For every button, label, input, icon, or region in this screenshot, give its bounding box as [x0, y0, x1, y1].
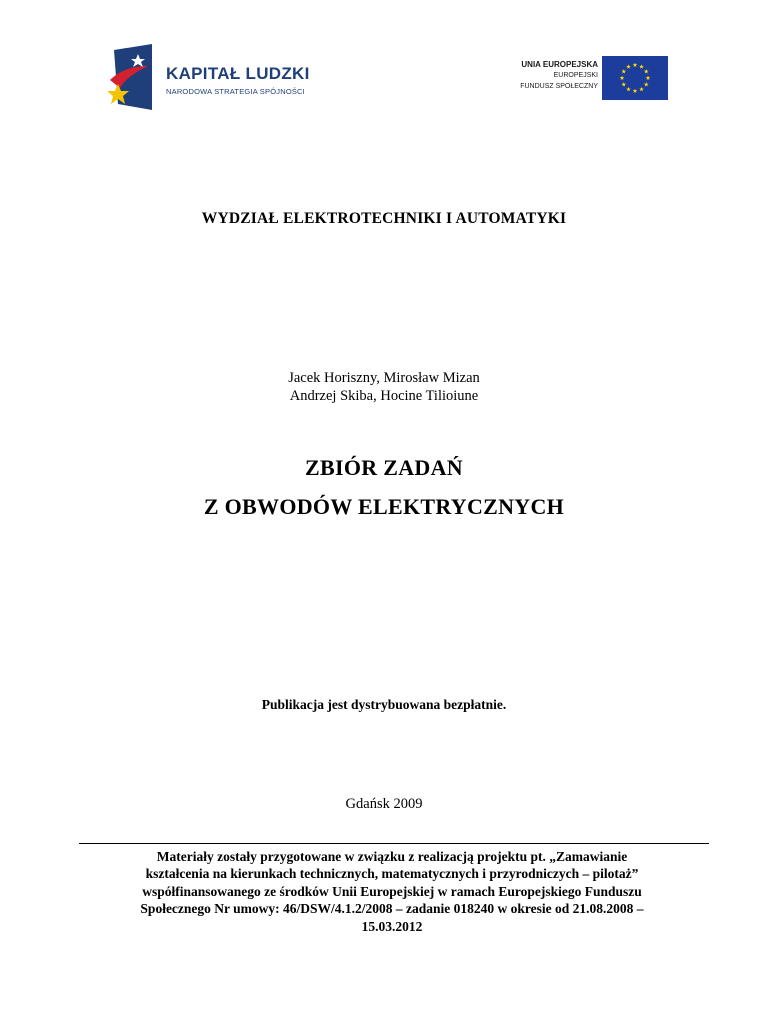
eu-flag-icon — [602, 56, 668, 100]
eu-logo-line-3: FUNDUSZ SPOŁECZNY — [520, 83, 598, 90]
funding-statement — [92, 848, 692, 935]
funding-statement-line: Społecznego Nr umowy: 46/DSW/4.1.2/2008 – zadanie 018240 w okresie od 21.08.2008 – — [140, 901, 644, 917]
funding-statement-line: 15.03.2012 — [361, 918, 423, 934]
eu-logo-text — [520, 59, 598, 92]
eu-logo-line-2: EUROPEJSKI — [553, 72, 598, 79]
authors-line-2: Andrzej Skiba, Hocine Tilioiune — [289, 388, 479, 404]
kapital-ludzki-subtitle: NARODOWA STRATEGIA SPÓJNOŚCI — [166, 87, 305, 96]
eu-social-fund-logo — [494, 56, 670, 102]
faculty-name: WYDZIAŁ ELEKTROTECHNIKI I AUTOMATYKI — [201, 210, 567, 227]
authors-line-1: Jacek Horiszny, Mirosław Mizan — [288, 370, 480, 386]
kapital-ludzki-logo — [108, 44, 328, 112]
document-title-line-1: ZBIÓR ZADAŃ — [305, 455, 463, 480]
eu-logo-line-1: UNIA EUROPEJSKA — [521, 60, 598, 69]
place-and-year: Gdańsk 2009 — [345, 796, 423, 812]
funding-statement-line: Materiały zostały przygotowane w związku z realizacją projektu pt. „Zamawianie — [156, 849, 628, 864]
publication-note: Publikacja jest dystrybuowana bezpłatnie. — [261, 697, 507, 712]
document-title-line-2: Z OBWODÓW ELEKTRYCZNYCH — [203, 494, 565, 519]
funding-statement-line: współfinansowanego ze środków Unii Europejskiej w ramach Europejskiego Funduszu — [142, 883, 642, 899]
kapital-ludzki-title: KAPITAŁ LUDZKI — [166, 64, 310, 83]
funding-statement-line: kształcenia na kierunkach technicznych, matematycznych i przyrodniczych – pilotaż” — [145, 866, 639, 882]
kapital-ludzki-emblem-icon — [108, 44, 156, 110]
footer-divider — [79, 843, 709, 844]
